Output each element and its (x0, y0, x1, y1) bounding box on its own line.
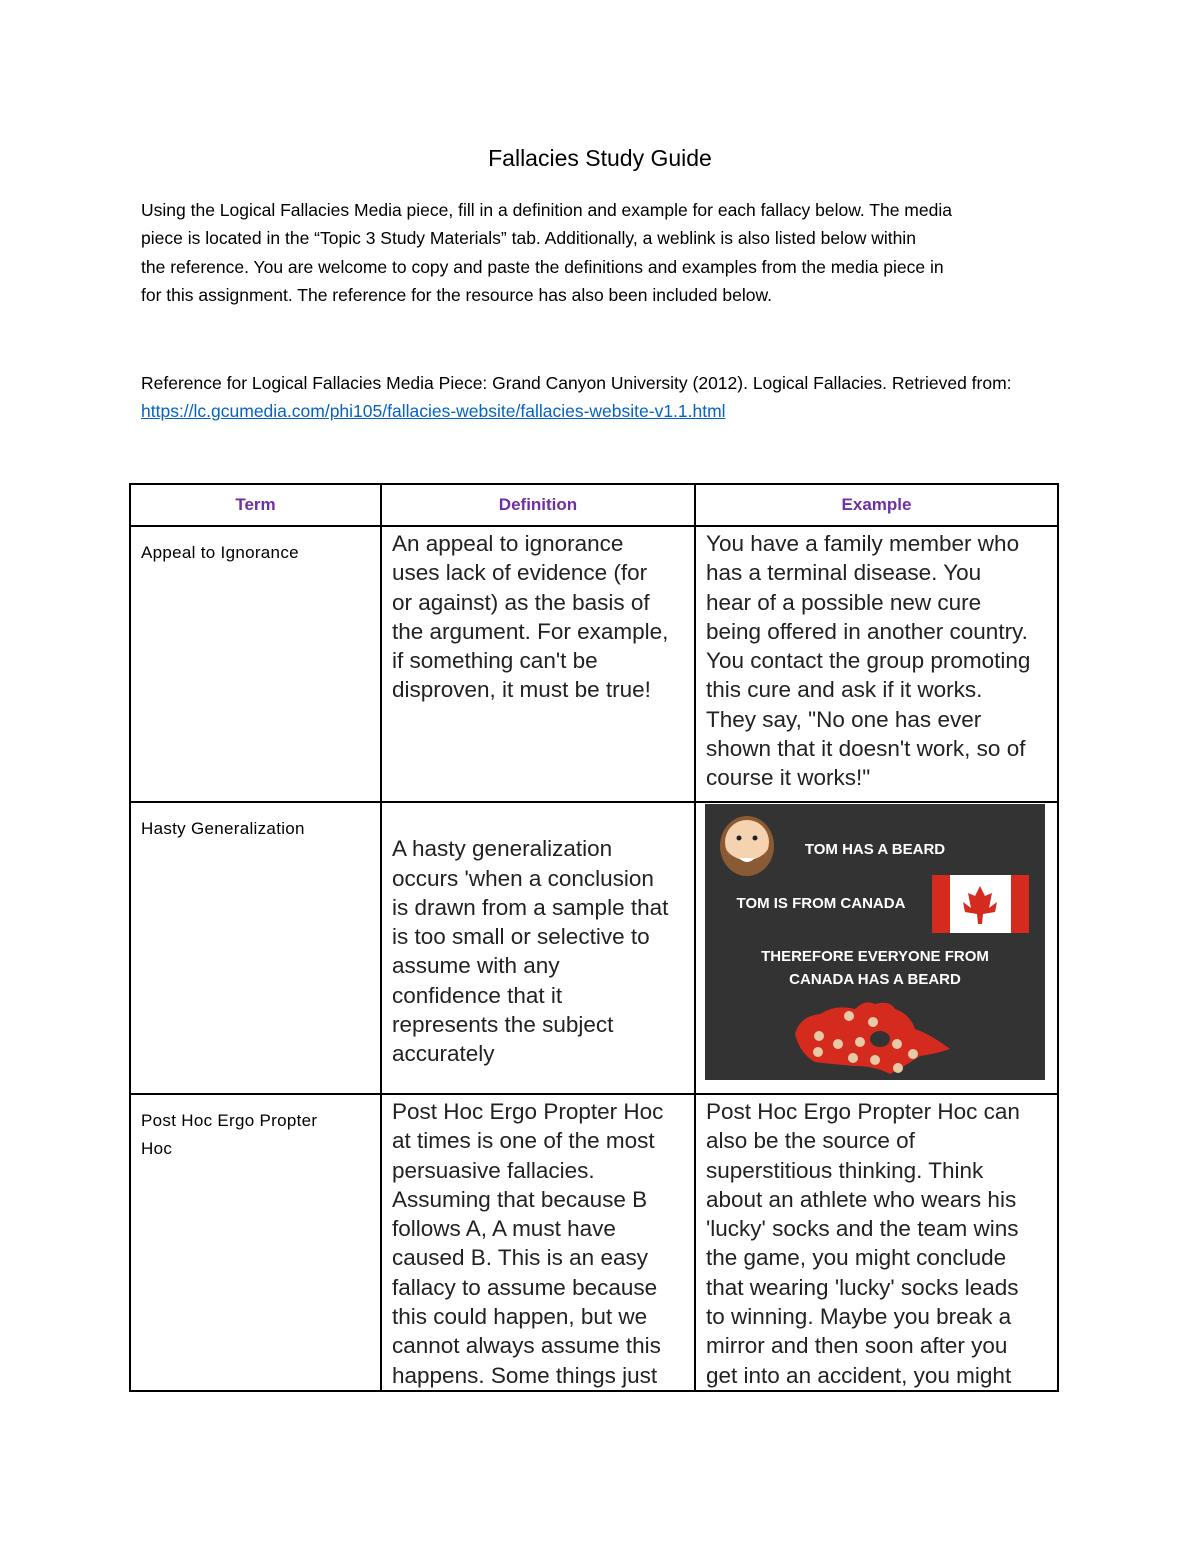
header-example: Example (695, 484, 1058, 526)
example-cell (695, 802, 1058, 1094)
term-cell: Appeal to Ignorance (130, 526, 381, 802)
example-cell: You have a family member who has a terminal disease. You hear of a possible new cure being offered in another country. You contact the group promoting this cure and ask if it works. They say, "No one has ever shown that it doesn't work, so of course it works!" (695, 526, 1058, 802)
definition-cell: An appeal to ignorance uses lack of evidence (for or against) as the basis of the argument. For example, if something can't be disproven, it must be true! (381, 526, 695, 802)
example-cell: Post Hoc Ergo Propter Hoc can also be the source of superstitious thinking. Think about an athlete who wears his 'lucky' socks and the team wins the game, you might conclude that wearing 'lucky' socks leads to winning. Maybe you break a mirror and then soon after you get into an accident, you might (695, 1094, 1058, 1391)
term-cell: Hasty Generalization (130, 802, 381, 1094)
illustration-line-1: TOM HAS A BEARD (804, 841, 946, 858)
illustration-line-3a: THEREFORE EVERYONE FROM (761, 948, 989, 965)
definition-cell: Post Hoc Ergo Propter Hoc at times is one of the most persuasive fallacies. Assuming that because B follows A, A must have caused B. This is an easy fallacy to assume because this could happen, but we cannot always assume this happens. Some things just (381, 1094, 695, 1391)
illustration-line-2: TOM IS FROM CANADA (736, 895, 906, 912)
table-row (130, 802, 1058, 1094)
table-header-row (130, 484, 1058, 526)
reference-text: Reference for Logical Fallacies Media Piece: Grand Canyon University (2012). Logical Fallacies. Retrieved from: (141, 373, 1012, 393)
fallacies-table (129, 483, 1059, 1392)
term-cell: Post Hoc Ergo Propter Hoc (130, 1094, 381, 1391)
definition-cell: A hasty generalization occurs 'when a conclusion is drawn from a sample that is too small or selective to assume with any confidence that it represents the subject accurately (381, 802, 695, 1094)
canada-flag-icon (932, 875, 1029, 933)
hasty-generalization-illustration (705, 804, 1045, 1080)
reference (141, 369, 1061, 426)
table-row (130, 1094, 1058, 1391)
page-title: Fallacies Study Guide (488, 145, 712, 171)
header-term: Term (130, 484, 381, 526)
reference-link[interactable]: https://lc.gcumedia.com/phi105/fallacies-website/fallacies-website-v1.1.html (141, 401, 726, 422)
bearded-face-icon (720, 816, 774, 876)
instructions: Using the Logical Fallacies Media piece, fill in a definition and example for each fallacy below. The media piece is located in the “Topic 3 Study Materials” tab. Additionally, a weblink is also listed below within the reference. You are welcome to copy and paste the definitions and examples from the media piece in for this assignment. The reference for the resource has also been included below. (141, 200, 952, 306)
header-definition: Definition (381, 484, 695, 526)
table-row (130, 526, 1058, 802)
illustration-line-3b: CANADA HAS A BEARD (789, 971, 961, 988)
